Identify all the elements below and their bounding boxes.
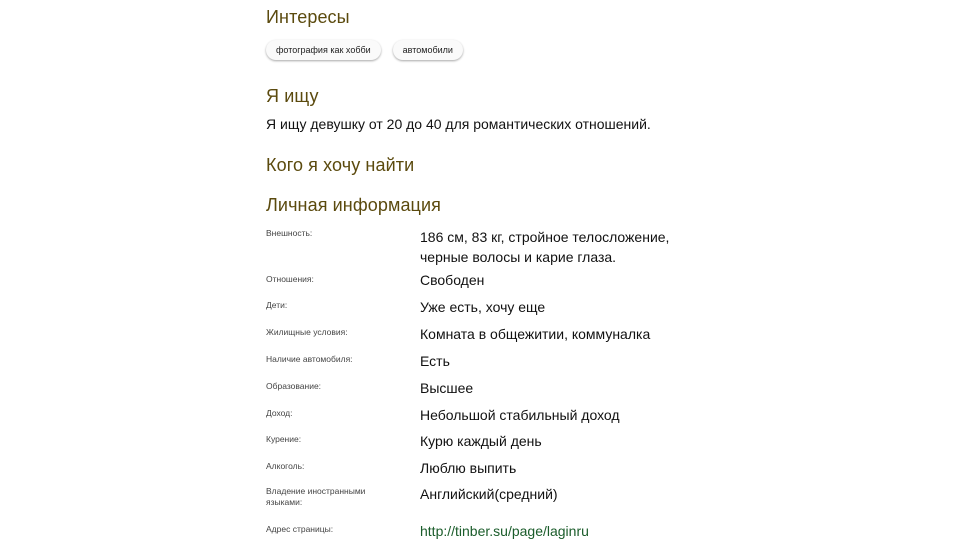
info-value: Комната в общежитии, коммуналка [420, 326, 651, 342]
interests-title: Интересы [266, 7, 350, 27]
info-value: Есть [420, 353, 450, 369]
info-label: Владение иностранными языками: [266, 486, 366, 507]
whom-title: Кого я хочу найти [266, 155, 415, 175]
info-value: Высшее [420, 380, 474, 396]
personal-info-title: Личная информация [266, 195, 441, 215]
info-value: Английский(средний) [420, 486, 558, 502]
info-label: Внешность: [266, 228, 313, 238]
info-label: Курение: [266, 434, 302, 444]
interest-tag-cars[interactable]: автомобили [393, 40, 463, 60]
info-value: 186 см, 83 кг, стройное телосложение, черные волосы и карие глаза. [420, 229, 670, 265]
info-label: Жилищные условия: [266, 327, 348, 337]
info-label: Адрес страницы: [266, 524, 334, 534]
interest-tag-photography[interactable]: фотография как хобби [266, 40, 381, 60]
info-value: Свободен [420, 272, 485, 288]
info-value: Люблю выпить [420, 460, 517, 476]
seeking-text: Я ищу девушку от 20 до 40 для романтических отношений. [266, 116, 651, 132]
info-label: Алкоголь: [266, 461, 305, 471]
info-label: Доход: [266, 408, 293, 418]
info-value: Уже есть, хочу еще [420, 299, 546, 315]
info-label: Дети: [266, 300, 288, 310]
page-address-link[interactable]: http://tinber.su/page/laginru [420, 523, 589, 539]
info-label: Образование: [266, 381, 322, 391]
seeking-title: Я ищу [266, 86, 319, 106]
info-value: Курю каждый день [420, 433, 542, 449]
info-value: Небольшой стабильный доход [420, 407, 620, 423]
interests-tags [266, 40, 463, 60]
info-label: Наличие автомобиля: [266, 354, 353, 364]
info-label: Отношения: [266, 274, 314, 284]
